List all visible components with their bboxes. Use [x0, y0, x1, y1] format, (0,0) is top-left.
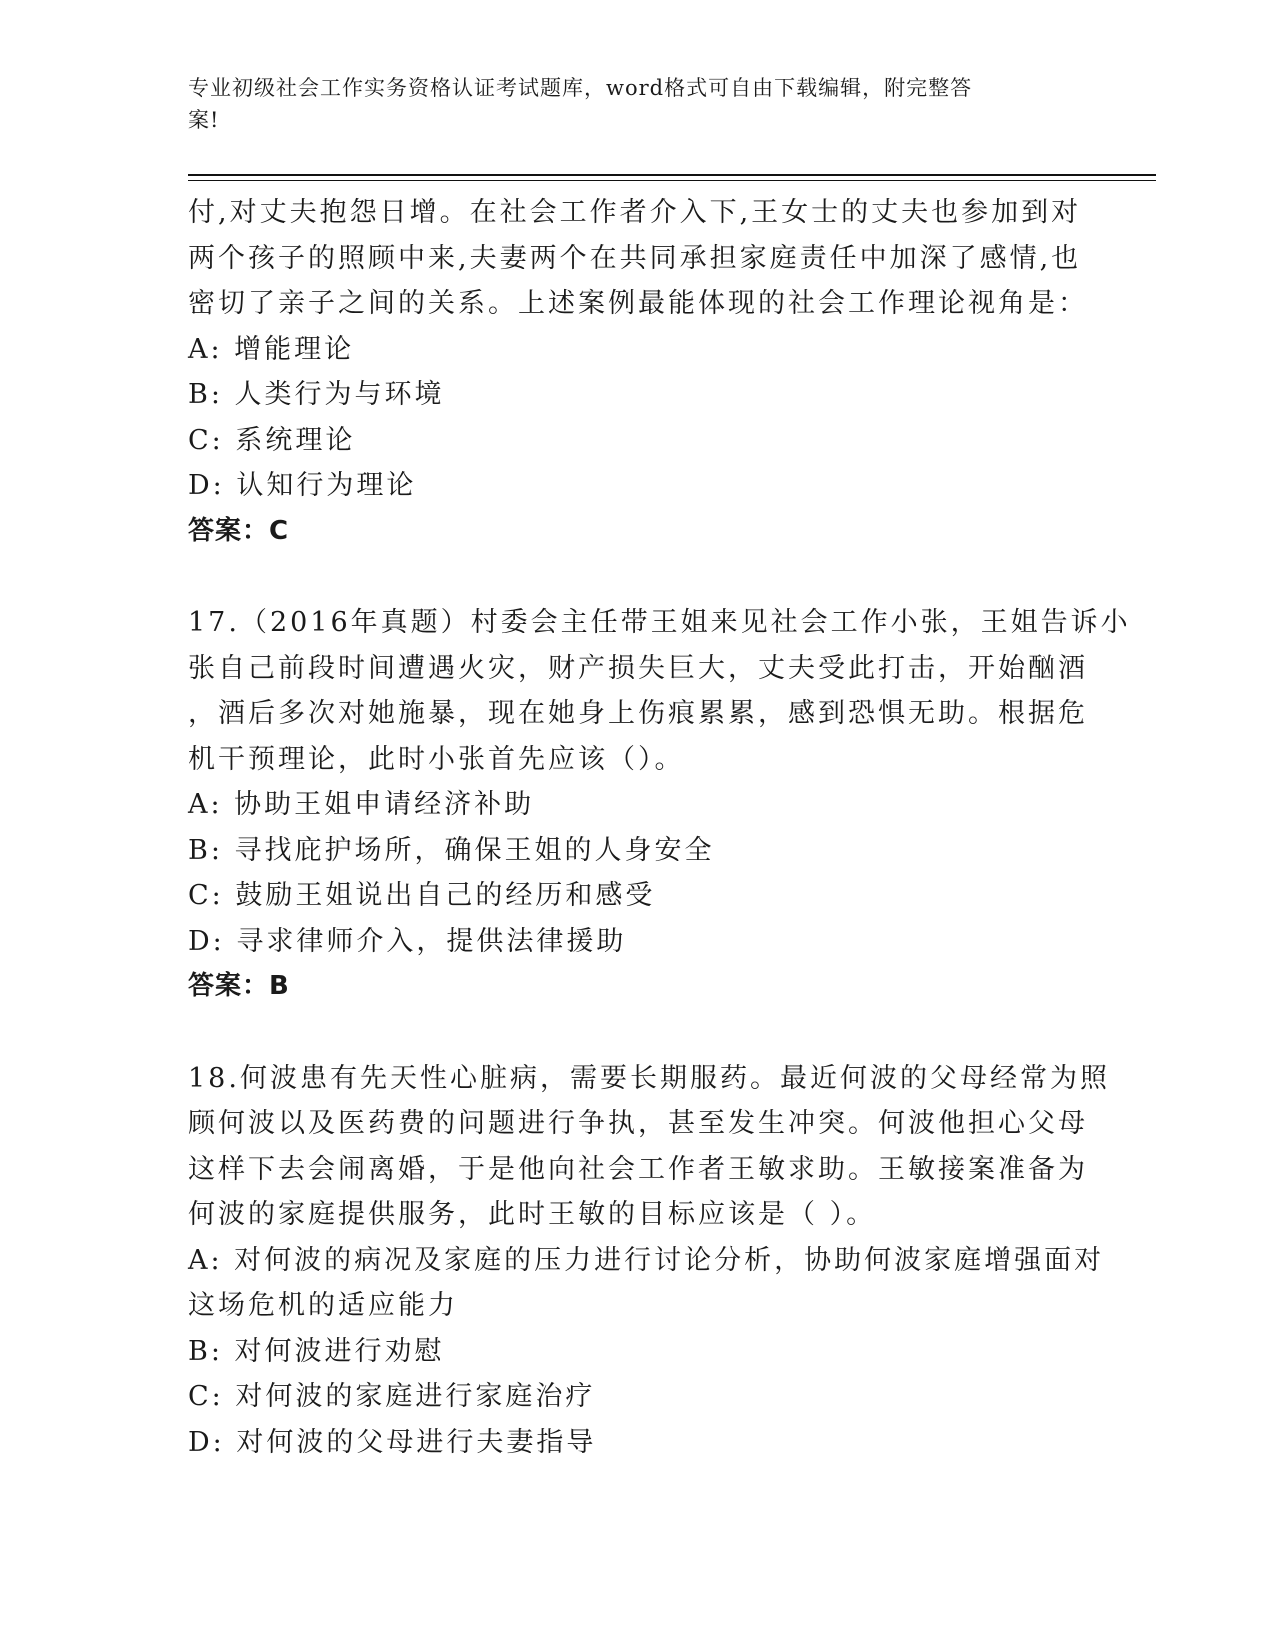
question-text-line: 两个孩子的照顾中来,夫妻两个在共同承担家庭责任中加深了感情,也: [188, 242, 1082, 274]
option-a: A: 增能理论: [188, 333, 355, 365]
option-c: C: 鼓励王姐说出自己的经历和感受: [188, 880, 656, 911]
header-line: 案!: [188, 108, 220, 132]
spacer: [188, 554, 1088, 600]
question-18: [188, 1056, 1110, 1466]
question-17: [188, 600, 1131, 1010]
question-text-line: ，酒后多次对她施暴，现在她身上伤痕累累，感到恐惧无助。根据危: [188, 698, 1088, 729]
question-text-line: 机干预理论，此时小张首先应该（）。: [188, 743, 685, 775]
option-b: B: 对何波进行劝慰: [188, 1335, 445, 1367]
header-line: 专业初级社会工作实务资格认证考试题库，word格式可自由下载编辑，附完整答: [188, 76, 973, 100]
answer-line: 答案：C: [188, 515, 290, 546]
option-b: B: 人类行为与环境: [188, 379, 445, 410]
answer-line: 答案：B: [188, 971, 290, 1001]
option-b: B: 寻找庇护场所，确保王姐的人身安全: [188, 834, 715, 866]
question-text-line: 付,对丈夫抱怨日增。在社会工作者介入下,王女士的丈夫也参加到对: [188, 197, 1082, 228]
document-body: [188, 190, 1131, 1465]
option-d: D: 认知行为理论: [188, 470, 417, 501]
option-d: D: 寻求律师介入，提供法律援助: [188, 925, 627, 957]
question-text-line: 17.（2016年真题）村委会主任带王姐来见社会工作小张，王姐告诉小: [188, 607, 1131, 638]
question-text-line: 顾何波以及医药费的问题进行争执，甚至发生冲突。何波他担心父母: [188, 1108, 1088, 1139]
question-text-line: 这样下去会闹离婚，于是他向社会工作者王敏求助。王敏接案准备为: [188, 1153, 1088, 1185]
option-c: C: 系统理论: [188, 424, 356, 456]
option-a: A: 对何波的病况及家庭的压力进行讨论分析，协助何波家庭增强面对: [188, 1244, 1105, 1276]
header-divider-thin: [188, 180, 1156, 181]
document-header: [188, 72, 1088, 136]
question-text-line: 密切了亲子之间的关系。上述案例最能体现的社会工作理论视角是：: [188, 288, 1088, 319]
option-d: D: 对何波的父母进行夫妻指导: [188, 1426, 597, 1458]
question-text-line: 张自己前段时间遭遇火灾，财产损失巨大，丈夫受此打击，开始酗酒: [188, 652, 1088, 684]
option-c: C: 对何波的家庭进行家庭治疗: [188, 1381, 596, 1412]
header-divider: [188, 174, 1156, 176]
spacer: [188, 1010, 1088, 1056]
option-a: A: 协助王姐申请经济补助: [188, 789, 535, 820]
question-text-line: 18.何波患有先天性心脏病，需要长期服药。最近何波的父母经常为照: [188, 1062, 1110, 1094]
option-a-continued: 这场危机的适应能力: [188, 1290, 458, 1321]
question-text-line: 何波的家庭提供服务，此时王敏的目标应该是（ ）。: [188, 1199, 877, 1230]
question-16: [188, 190, 1088, 554]
